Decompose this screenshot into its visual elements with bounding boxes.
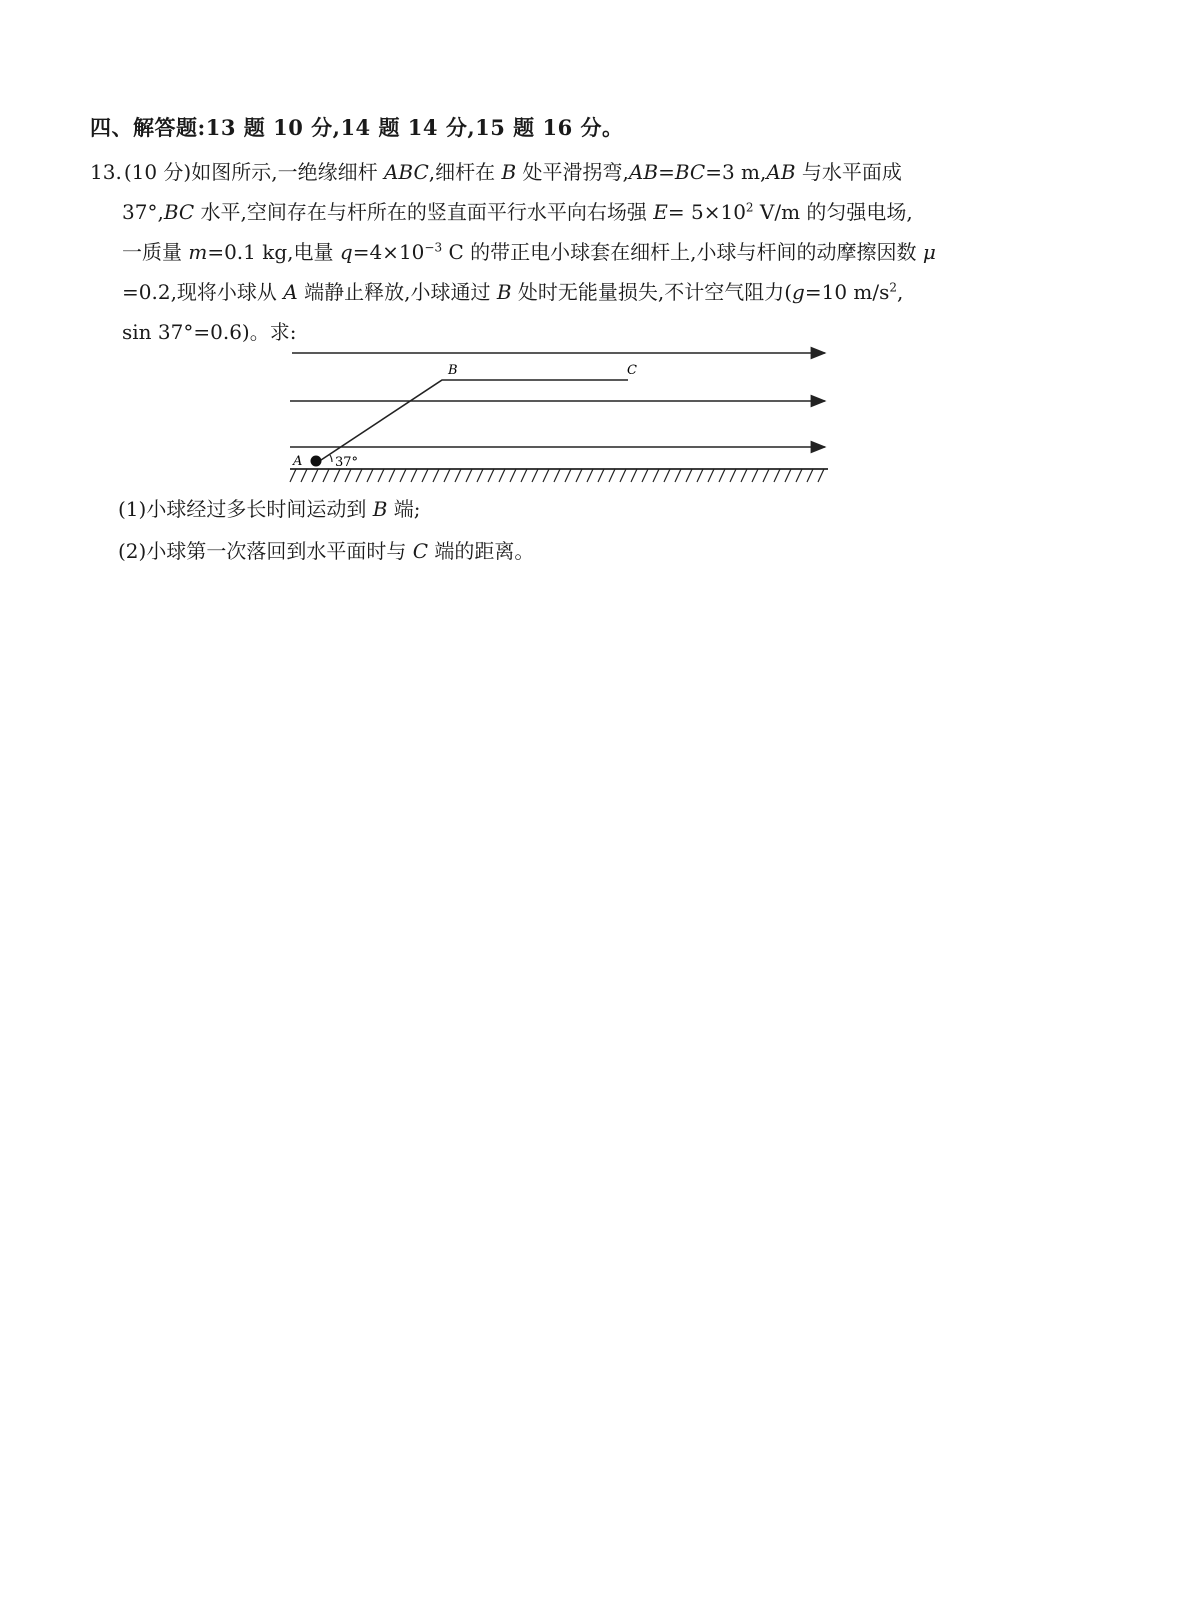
var-g: g	[792, 280, 805, 304]
text: V/m 的匀强电场,	[753, 200, 913, 224]
question-line-2	[90, 192, 1050, 232]
var-bc: BC	[674, 160, 706, 184]
sub-question-2	[118, 537, 534, 565]
physics-diagram	[280, 344, 840, 496]
var-bc: BC	[163, 200, 195, 224]
text: 处时无能量损失,不计空气阻力(	[511, 280, 793, 304]
angle-label: 37°	[335, 455, 359, 470]
question-line-3	[90, 232, 1050, 272]
text: C 的带正电小球套在细杆上,小球与杆间的动摩擦因数	[442, 240, 923, 264]
text: = 5×10	[667, 200, 746, 224]
text: 水平,空间存在与杆所在的竖直面平行水平向右场强	[194, 200, 654, 224]
text: ,	[897, 280, 904, 304]
text: =	[658, 160, 675, 184]
var-a: A	[283, 280, 298, 304]
text: (1)小球经过多长时间运动到	[118, 497, 373, 521]
question-number: 13.	[90, 160, 122, 184]
text: 37°,	[122, 200, 164, 224]
angle-arc	[330, 455, 332, 462]
var-q: q	[339, 240, 353, 264]
diagram-svg	[280, 344, 840, 496]
var-b: B	[501, 160, 517, 184]
label-c: C	[627, 363, 637, 378]
exponent: −3	[424, 240, 443, 255]
exponent: 2	[889, 280, 898, 295]
question-line-1	[90, 152, 1050, 192]
text: 处平滑拐弯,	[516, 160, 629, 184]
text: =0.1 kg,电量	[207, 240, 340, 264]
text: (2)小球第一次落回到水平面时与	[118, 539, 413, 563]
var-b: B	[372, 497, 388, 521]
text: 端静止释放,小球通过	[297, 280, 497, 304]
label-b: B	[448, 363, 458, 378]
rod-abc	[318, 380, 628, 462]
text: =3 m,	[705, 160, 767, 184]
var-mu: μ	[922, 240, 936, 264]
sub-question-1	[118, 495, 421, 523]
var-c: C	[412, 539, 428, 563]
text: 如图所示,一绝缘细杆	[191, 160, 384, 184]
var-ab: AB	[766, 160, 796, 184]
question-13	[90, 152, 1050, 352]
var-m: m	[188, 240, 208, 264]
text: =4×10	[352, 240, 425, 264]
text: 端的距离。	[428, 539, 535, 563]
var-ab: AB	[628, 160, 659, 184]
text: 端;	[387, 497, 421, 521]
text: ,细杆在	[428, 160, 502, 184]
question-line-5: sin 37°=0.6)。求:	[122, 320, 297, 344]
charged-ball	[311, 456, 322, 467]
text: =0.2,现将小球从	[122, 280, 284, 304]
section-heading: 四、解答题:13 题 10 分,14 题 14 分,15 题 16 分。	[90, 115, 624, 140]
exponent: 2	[745, 200, 754, 215]
question-line-4	[90, 272, 1050, 312]
text: 一质量	[122, 240, 189, 264]
var-abc: ABC	[383, 160, 429, 184]
text: =10 m/s	[804, 280, 890, 304]
var-e: E	[653, 200, 668, 224]
question-points: (10 分)	[123, 160, 192, 184]
var-b: B	[496, 280, 512, 304]
label-a: A	[293, 454, 303, 469]
ground-hatching	[290, 469, 824, 482]
text: 与水平面成	[795, 160, 902, 184]
